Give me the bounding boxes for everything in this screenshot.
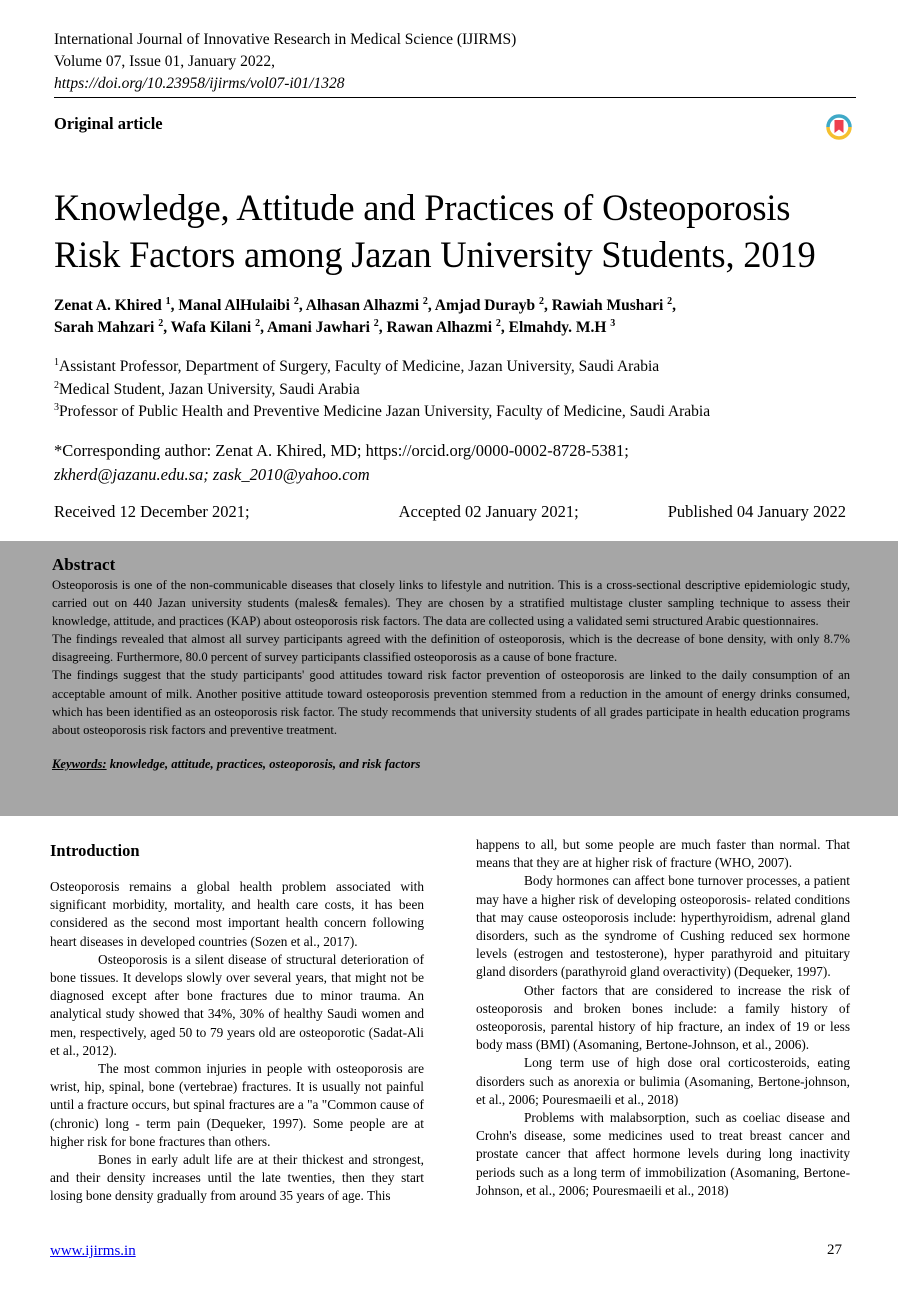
author-affiliation-mark: 2 [293,296,299,307]
body-paragraph: Problems with malabsorption, such as coeliac disease and Crohn's disease, some medicines used to treat breast cancer and prostate cancer that affect hormone levels during long inactivity periods such as a long term of immobilization (Asomaning, Bertone-Johnson, et al., 2006; Pouresmaeili et al., 2018) [476,1110,850,1198]
body-paragraph: The most common injuries in people with osteoporosis are wrist, hip, spinal, bone (vertebrae) fractures. It is usually not painful until a fracture occurs, but spinal fractures are a "a "Common cause of (chronic) long - term pain (Dequeker, 1997). Some people are at higher risk for bone fractures than others. [50,1061,424,1149]
abstract-section [0,541,898,816]
title-line-1: Knowledge, Attitude and Practices of Osteoporosis [54,187,791,228]
corresponding-author [54,439,854,487]
abstract-title: Abstract [52,555,116,574]
body-paragraph: Body hormones can affect bone turnover processes, a patient may have a higher risk of developing osteoporosis- related conditions that may cause osteoporosis include: hyperthyroidism, adrenal gland disorders, such as the syndrome of Cushing reduced sex hormone levels (estrogen and testosterone), hyper parathyroid and pituitary gland disorders (parathyroid gland overactivity) (Dequeker, 1997). [476,873,850,980]
author-list: Zenat A. Khired $^1$, Manal AlHulaibi $^2$, Alhasan Alhazmi $^2$, Amjad Durayb $^2$, Rawiah Mushari $^2$, Sarah Mahzari $^2$, Wafa Kilani $^2$, Amani Jawhari $^2$, Rawan Alhazmi $^2$, Elmahdy. M.H $^3$ [54,296,677,336]
corresponding-author-line: *Corresponding author: Zenat A. Khired, MD; https://orcid.org/0000-0002-8728-5381; [54,441,629,460]
affiliation [54,379,854,402]
author: Amani Jawhari [266,319,374,336]
author: Rawiah Mushari [551,297,668,314]
author-affiliation-mark: 2 [495,318,501,329]
right-column [476,836,850,1200]
journal-issue: Volume 07, Issue 01, January 2022, [54,53,275,70]
author-affiliation-mark: 2 [539,296,544,307]
affiliation [54,356,854,379]
affiliation-text: Assistant Professor, Department of Surgery, Faculty of Medicine, Jazan University, Saudi Arabia [59,358,660,375]
header-divider [54,97,856,98]
affiliation [54,401,854,424]
author-affiliation-mark: 2 [255,318,261,329]
author: Alhasan Alhazmi [305,297,423,314]
author: Amjad Durayb [434,297,539,314]
abstract-paragraph: The findings suggest that the study participants' good attitudes toward risk factor prevention of osteoporosis are linked to the daily consumption of an acceptable amount of milk. Another positive attitude toward osteoporosis prevention stemmed from a reduction in the amount of energy drinks consumed, which has been identified as an osteoporosis risk factor. The study recommends that university students of all grades participate in health education programs about osteoporosis risk factors and preventive treatment. [52,668,850,737]
abstract-paragraph: The findings revealed that almost all survey participants agreed with the definition of osteoporosis, which is the decrease of bone density, with only 8.7% disagreeing. Furthermore, 80.0 percent of survey participants classified osteoporosis as a cause of bone fracture. [52,632,850,665]
body-paragraph: Osteoporosis is a silent disease of structural deterioration of bone tissues. It develops slowly over several years, that might not be diagnosed except after bone fractures due to minor trauma. An analytical study showed that 34%, 30% of healthy Saudi women and men, respectively, aged 50 to 79 years old are osteoporotic (Sadat-Ali et al., 2012). [50,951,424,1058]
affiliation-number: 2 [54,379,59,391]
corresponding-emails[interactable]: zkherd@jazanu.edu.sa; zask_2010@yahoo.com [54,465,370,484]
article-title [54,184,874,278]
left-column [50,841,424,1206]
article-type: Original article [54,114,163,133]
title-line-2: Risk Factors among Jazan University Students, 2019 [54,234,816,275]
keywords-list: knowledge, attitude, practices, osteoporosis, and risk factors [106,756,421,771]
body-paragraph: Bones in early adult life are at their thickest and strongest, and their density increases until the late twenties, then they start losing bone density gradually from around 35 years of age. This [50,1152,424,1204]
author: Wafa Kilani [170,319,256,336]
keywords-label: Keywords: [52,756,107,771]
body-paragraph: happens to all, but some people are much faster than normal. That means that they are at higher risk of fracture (WHO, 2007). [476,837,850,871]
author-affiliation-mark: 3 [610,318,616,329]
article-dates [54,502,846,522]
affiliation-number: 3 [54,402,59,413]
author: Zenat A. Khired [54,297,166,314]
doi-link[interactable]: https://doi.org/10.23958/ijirms/vol07-i01/1328 [54,75,345,92]
journal-website-link[interactable]: www.ijirms.in [50,1243,136,1259]
author: Elmahdy. M.H [508,319,611,336]
page-number: 27 [827,1242,842,1258]
accepted-date: Accepted 02 January 2021; [398,502,579,521]
journal-header [54,29,516,95]
abstract-body [52,576,850,739]
affiliation-number: 1 [54,357,59,368]
keywords [52,757,850,772]
affiliation-list [54,356,854,424]
body-paragraph: Other factors that are considered to increase the risk of osteoporosis and broken bones include: a family history of osteoporosis, parental history of hip fracture, an index of 19 or less body mass (BMI) (Asomaning, Bertone-Johnson, et al., 2006). [476,982,850,1053]
author-affiliation-mark: 2 [158,318,164,329]
body-paragraph: Osteoporosis remains a global health problem associated with significant morbidity, mortality, and health care costs, it has been considered as the second most important health concern following heart diseases in developed countries (Sozen et al., 2017). [50,879,424,949]
author-affiliation-mark: 2 [422,296,428,307]
author: Sarah Mahzari [54,319,159,336]
received-date: Received 12 December 2021; [54,502,250,521]
affiliation-text: Professor of Public Health and Preventive Medicine Jazan University, Faculty of Medicine, Saudi Arabia [59,403,711,420]
abstract-paragraph: Osteoporosis is one of the non-communicable diseases that closely links to lifestyle and nutrition. This is a cross-sectional descriptive epidemiologic study, carried out on 440 Jazan university students (males& females). They are chosen by a stratified multistage cluster sampling technique to assess their knowledge, attitude, and practices (KAP) about osteoporosis risk factors. The data are collected using a validated semi structured Arabic questionnaires. [52,578,850,629]
author-affiliation-mark: 1 [165,296,171,307]
published-date: Published 04 January 2022 [667,502,846,521]
author: Rawan Alhazmi [386,319,496,336]
affiliation-text: Medical Student, Jazan University, Saudi Arabia [59,380,360,398]
body-paragraph: Long term use of high dose oral corticosteroids, eating disorders such as anorexia or bulimia (Asomaning, Bertone-johnson, et al., 2006; Pouresmaeili et al., 2018) [476,1055,850,1107]
author: Manal AlHulaibi [178,297,294,314]
author-affiliation-mark: 2 [373,318,379,329]
crossmark-bookmark-icon[interactable] [826,114,852,140]
journal-name: International Journal of Innovative Research in Medical Science (IJIRMS) [54,31,517,48]
author-affiliation-mark: 2 [667,296,673,307]
section-title-introduction: Introduction [50,841,140,860]
